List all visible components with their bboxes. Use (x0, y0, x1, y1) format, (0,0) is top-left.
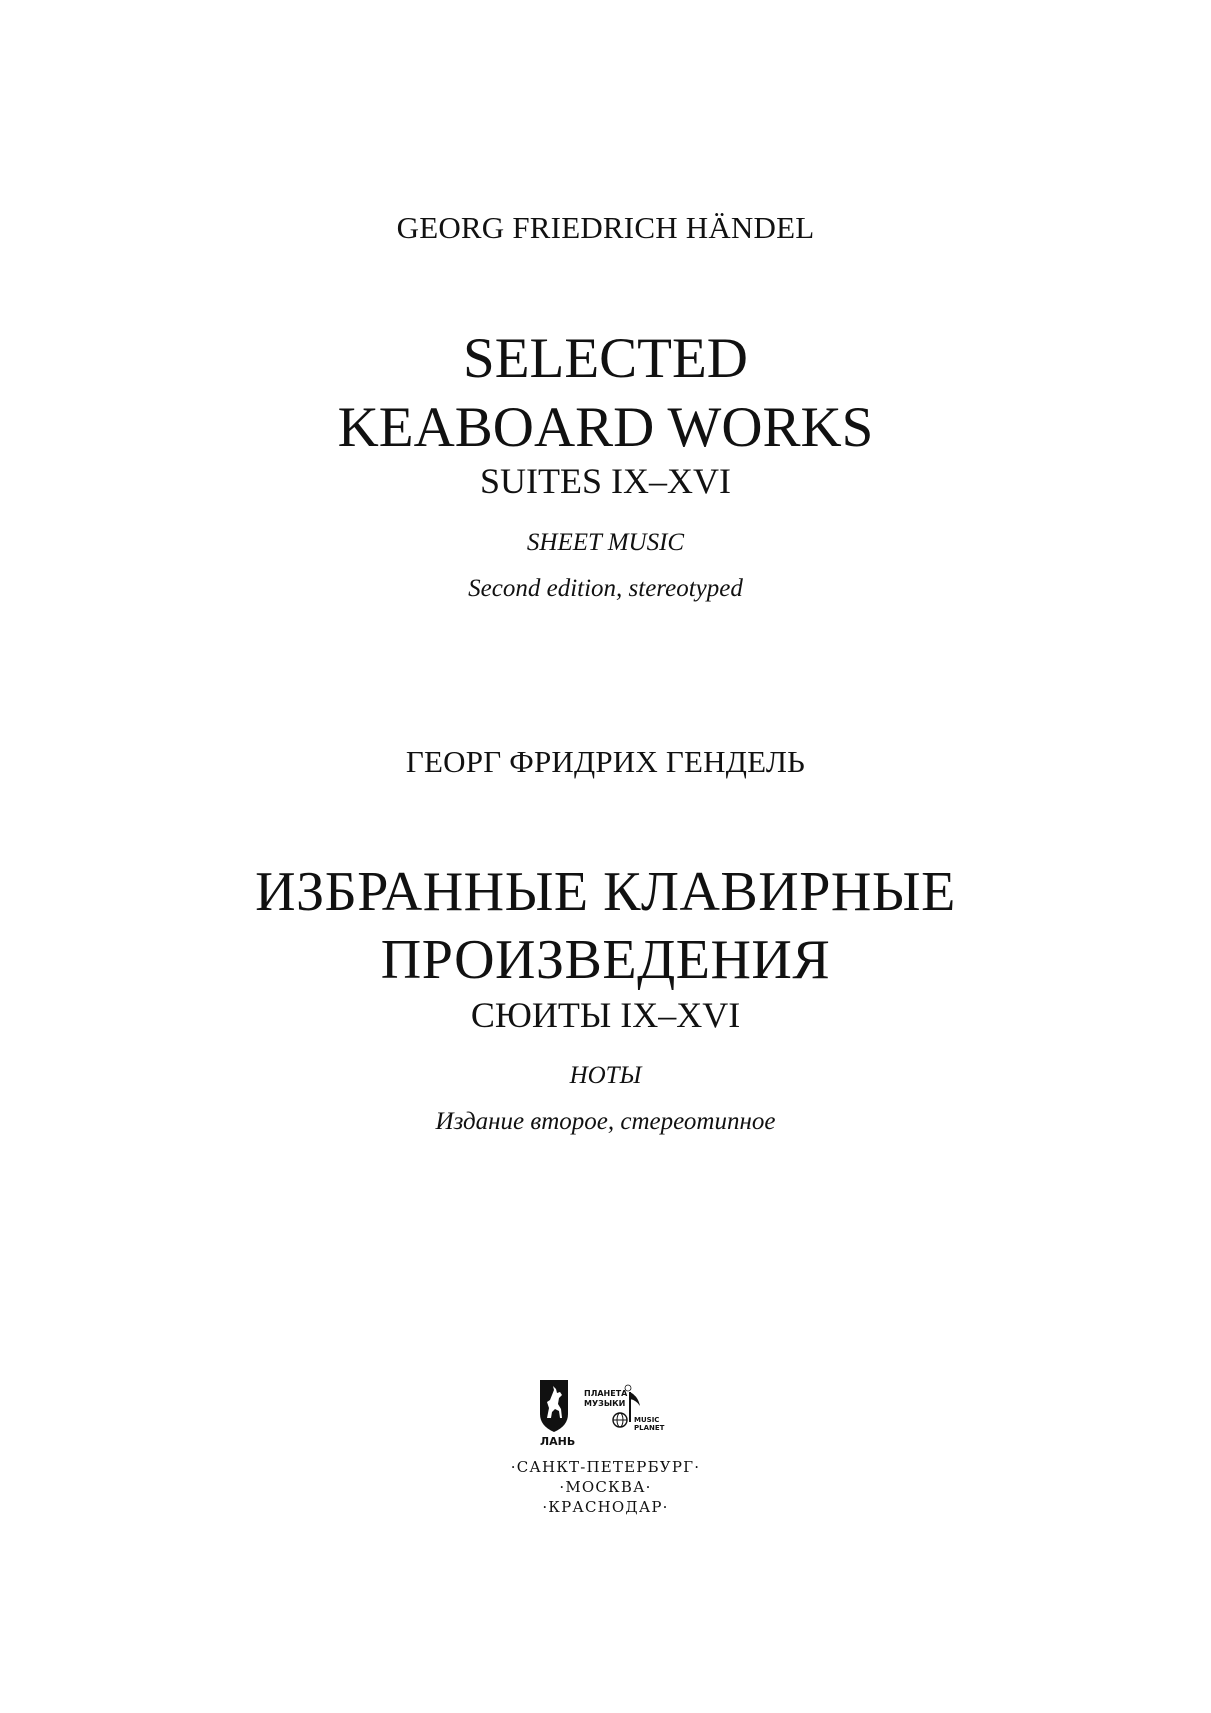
edition-english: Second edition, stereotyped (468, 575, 743, 602)
planet-logo-text-2: МУЗЫКИ (584, 1399, 626, 1408)
book-title-russian-line-2: ПРОИЗВЕДЕНИЯ (380, 929, 831, 991)
edition-russian: Издание второе, стереотипное (435, 1108, 776, 1135)
planet-logo-text-1: ПЛАНЕТА (584, 1389, 628, 1398)
subtitle-russian: СЮИТЫ IX–XVI (470, 995, 741, 1035)
publisher-logo-icon (538, 1378, 678, 1450)
author-name-english: GEORG FRIEDRICH HÄNDEL (396, 210, 815, 245)
genre-russian: НОТЫ (569, 1062, 642, 1089)
book-title-english-line-1: SELECTED (463, 327, 748, 390)
publisher-city-1: ·САНКТ-ПЕТЕРБУРГ· (510, 1458, 701, 1476)
genre-english: SHEET MUSIC (526, 529, 685, 556)
subtitle-english: SUITES IX–XVI (480, 461, 731, 501)
lan-logo-text: ЛАНЬ (540, 1435, 576, 1448)
publisher-city-3: ·КРАСНОДАР· (542, 1498, 669, 1516)
publisher-city-2: ·МОСКВА· (559, 1478, 652, 1496)
publisher-logo (538, 1378, 678, 1450)
music-planet-text-1: MUSIC (634, 1416, 660, 1424)
lan-deer-icon (540, 1380, 568, 1432)
book-title-english-line-2: KEABOARD WORKS (337, 396, 874, 459)
book-title-russian-line-1: ИЗБРАННЫЕ КЛАВИРНЫЕ (255, 861, 956, 923)
music-planet-text-2: PLANET (634, 1424, 665, 1432)
music-planet-icon (584, 1385, 665, 1432)
author-name-russian: ГЕОРГ ФРИДРИХ ГЕНДЕЛЬ (405, 744, 806, 779)
